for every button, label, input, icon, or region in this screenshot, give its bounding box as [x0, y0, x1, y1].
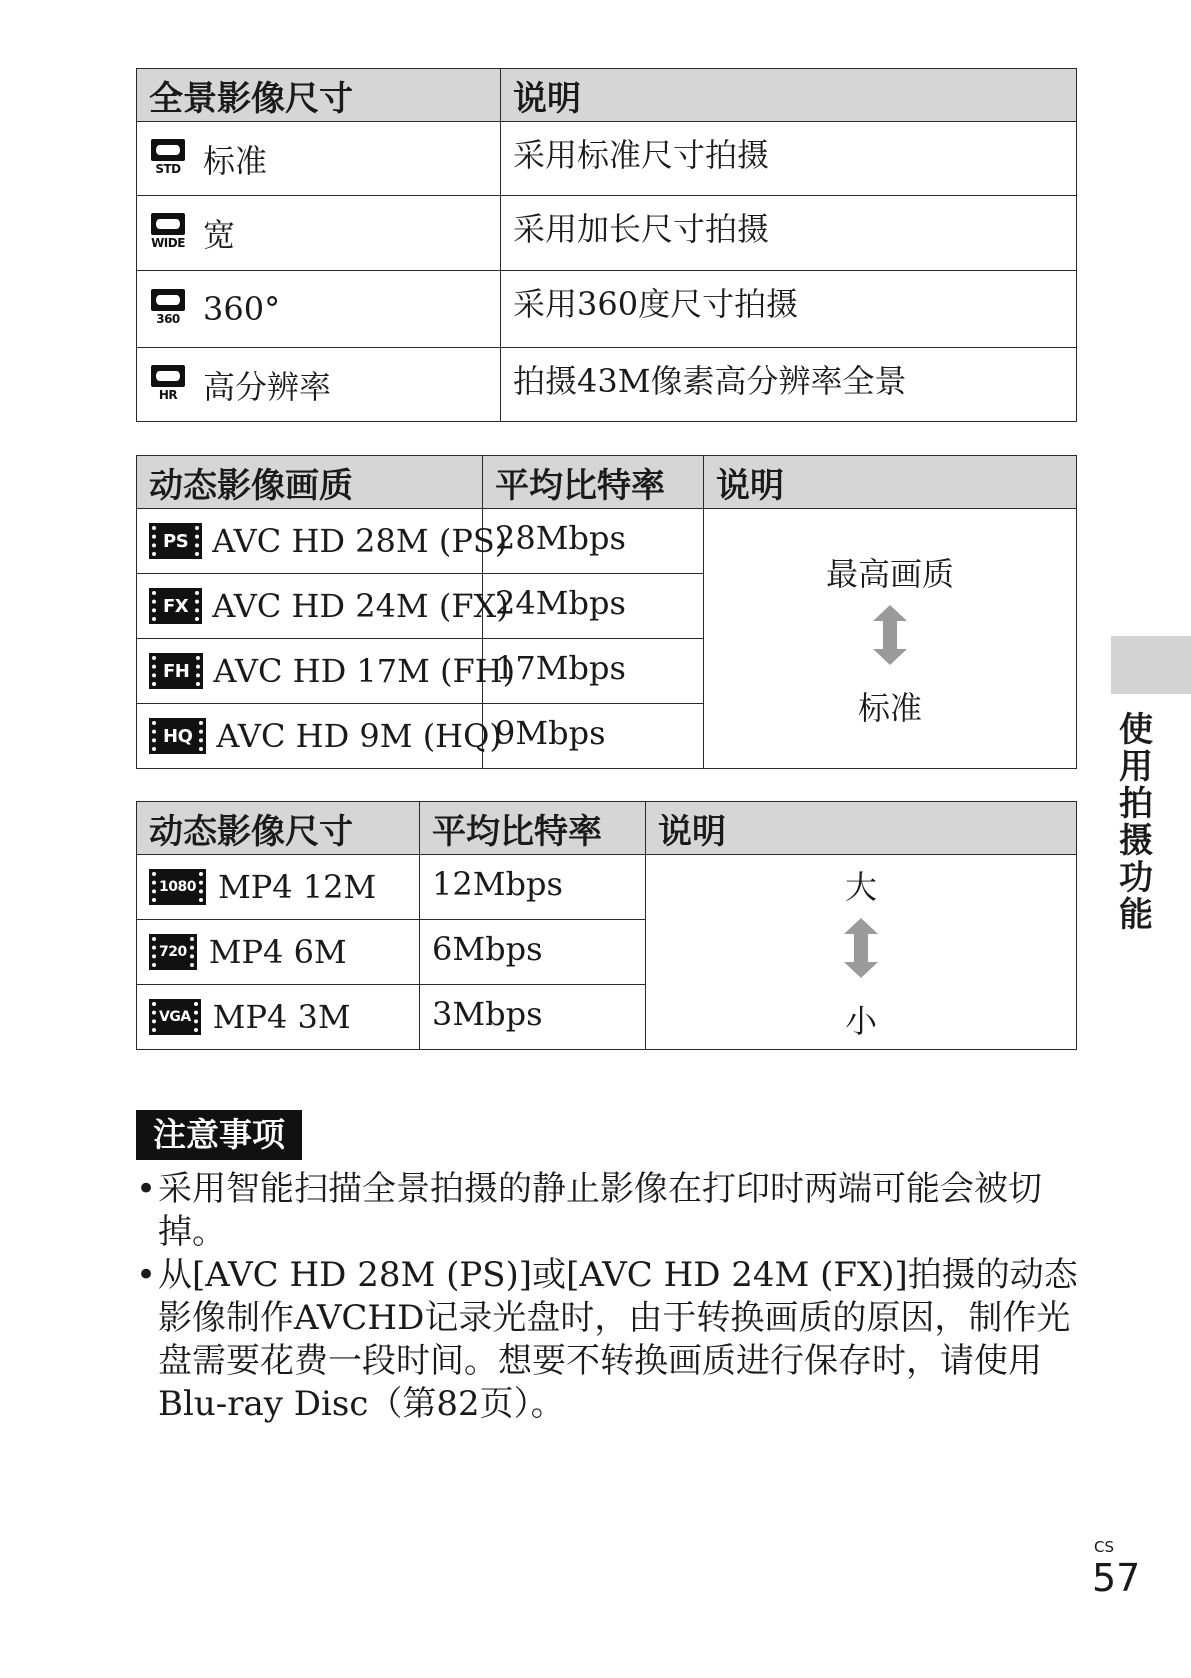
header-bitrate: 平均比特率 — [420, 802, 646, 855]
double-arrow-icon — [873, 605, 907, 665]
table-row — [137, 855, 1077, 920]
table-row — [137, 196, 1077, 271]
header-description: 说明 — [704, 456, 1077, 509]
row-name: AVC HD 17M (FH) — [213, 652, 516, 690]
header-movie-size: 动态影像尺寸 — [137, 802, 420, 855]
notes-title: 注意事项 — [136, 1110, 302, 1160]
header-description: 说明 — [646, 802, 1077, 855]
movie-quality-table — [136, 455, 1077, 769]
notes-list — [136, 1168, 1096, 1426]
row-name: MP4 12M — [217, 868, 377, 906]
table-row — [137, 271, 1077, 348]
panorama-size-table — [136, 68, 1077, 422]
table-row — [137, 509, 1077, 574]
quality-range-cell — [704, 509, 1077, 769]
avchd-ps-icon: PS — [152, 526, 199, 556]
page-language: CS — [1094, 1538, 1114, 1556]
range-top-label: 大 — [844, 868, 877, 906]
page-number: 57 — [1092, 1556, 1141, 1600]
side-tab-marker — [1111, 636, 1191, 694]
row-name: AVC HD 24M (FX) — [212, 587, 509, 625]
side-tab-label: 使用拍摄功能 — [1119, 710, 1153, 935]
header-description: 说明 — [501, 69, 1077, 122]
panorama-wide-icon: WIDE — [149, 213, 187, 253]
panorama-360-icon: 360 — [149, 289, 187, 329]
mp4-1080-icon: 1080 — [152, 872, 203, 902]
row-bitrate: 24Mbps — [483, 574, 704, 639]
row-bitrate: 28Mbps — [483, 509, 704, 574]
row-name: 360° — [203, 290, 281, 328]
row-name: MP4 3M — [212, 998, 351, 1036]
row-name: MP4 6M — [208, 933, 347, 971]
table-row — [137, 122, 1077, 196]
row-name: 宽 — [203, 216, 236, 254]
row-name: 高分辨率 — [203, 367, 332, 406]
header-movie-quality: 动态影像画质 — [137, 456, 483, 509]
note-item: • 采用智能扫描全景拍摄的静止影像在打印时两端可能会被切掉。 — [136, 1168, 1096, 1254]
row-bitrate: 9Mbps — [483, 704, 704, 769]
row-bitrate: 17Mbps — [483, 639, 704, 704]
panorama-hr-icon: HR — [149, 365, 187, 405]
avchd-fx-icon: FX — [152, 591, 199, 621]
row-description: 采用标准尺寸拍摄 — [501, 122, 1077, 196]
row-name: 标准 — [203, 141, 268, 180]
movie-size-table — [136, 801, 1077, 1050]
row-description: 采用360度尺寸拍摄 — [501, 271, 1077, 348]
double-arrow-icon — [844, 918, 878, 978]
table-row — [137, 348, 1077, 422]
size-range-cell — [646, 855, 1077, 1050]
range-top-label: 最高画质 — [825, 554, 954, 593]
range-bottom-label: 小 — [844, 1002, 877, 1040]
note-item: • 从[AVC HD 28M (PS)]或[AVC HD 24M (FX)]拍摄的动态影像制作AVCHD记录光盘时，由于转换画质的原因，制作光盘需要花费一段时间。想要不转换画质进行保存时，请使用Blu-ray Disc（第82页）。 — [136, 1254, 1096, 1426]
avchd-hq-icon: HQ — [152, 721, 203, 751]
avchd-fh-icon: FH — [152, 656, 200, 686]
row-bitrate: 12Mbps — [420, 855, 646, 920]
row-name: AVC HD 28M (PS) — [212, 522, 508, 560]
row-bitrate: 3Mbps — [420, 985, 646, 1050]
panorama-std-icon: STD — [149, 139, 187, 179]
header-panorama-size: 全景影像尺寸 — [137, 69, 501, 122]
mp4-vga-icon: VGA — [152, 1002, 198, 1032]
row-bitrate: 6Mbps — [420, 920, 646, 985]
row-description: 拍摄43M像素高分辨率全景 — [501, 348, 1077, 422]
header-bitrate: 平均比特率 — [483, 456, 704, 509]
row-name: AVC HD 9M (HQ) — [216, 717, 502, 755]
row-description: 采用加长尺寸拍摄 — [501, 196, 1077, 271]
range-bottom-label: 标准 — [857, 688, 922, 727]
mp4-720-icon: 720 — [152, 937, 194, 967]
